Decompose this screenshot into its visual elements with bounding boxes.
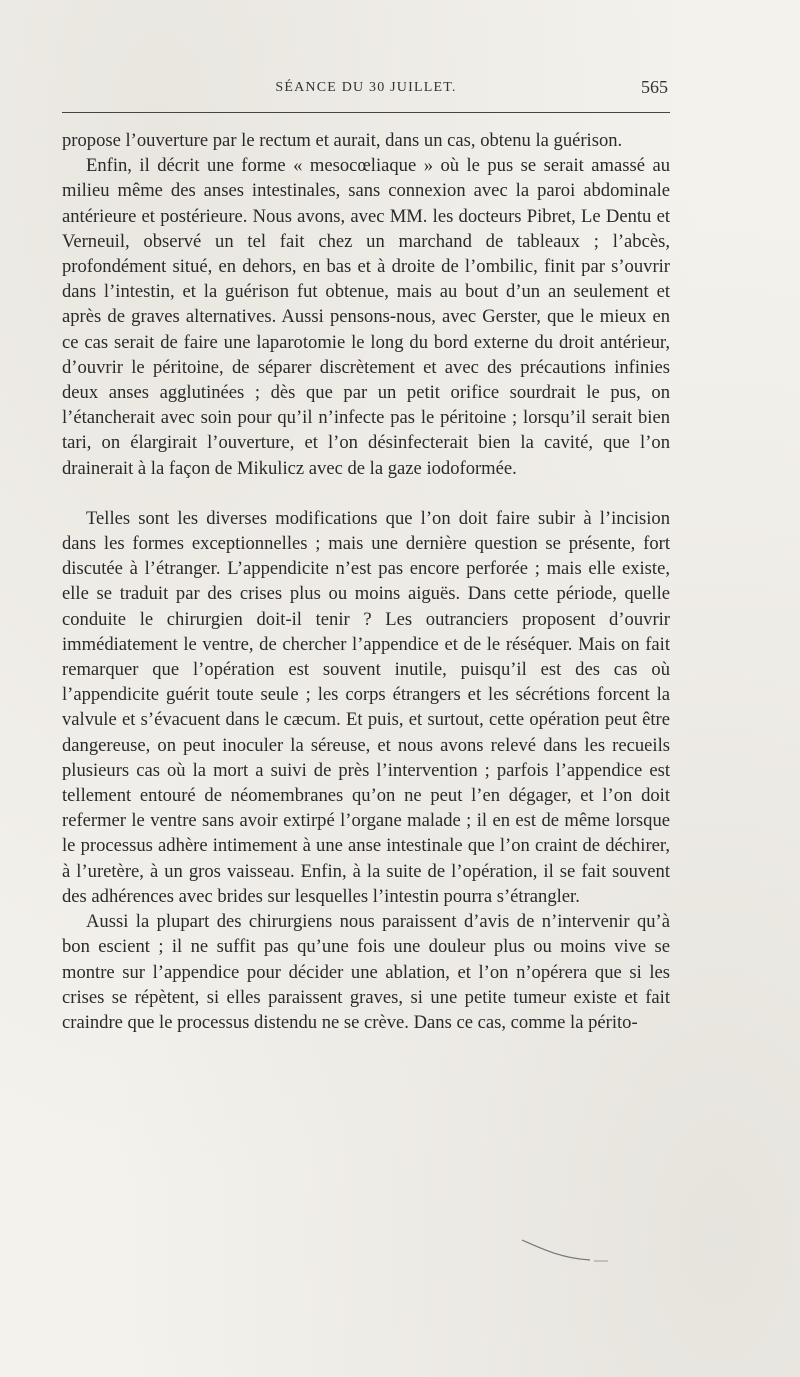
body-text bbox=[62, 128, 670, 1035]
pencil-mark bbox=[520, 1238, 610, 1278]
paragraph-continued: propose l’ouverture par le rectum et aurait, dans un cas, obtenu la guérison. bbox=[62, 130, 623, 151]
paragraph-chirurgiens: Aussi la plupart des chirurgiens nous paraissent d’avis de n’intervenir qu’à bon escient ; il ne suffit pas qu’une fois une douleur plus ou moins vive se montre sur l’appendice pour décider une ablation, et l’on n’opérera que si les crises se répètent, si elles paraissent graves, si une petite tumeur existe et fait craindre que le processus distendu ne se crève. Dans ce cas, comme la périto- bbox=[62, 911, 670, 1033]
page-header bbox=[62, 76, 670, 102]
page-number: 565 bbox=[641, 77, 668, 97]
header-rule bbox=[62, 112, 670, 113]
paragraph-modifications: Telles sont les diverses modifications que l’on doit faire subir à l’incision dans les formes exceptionnelles ; mais une dernière question se présente, fort discutée à l’étranger. L’appendicite n’est pas encore perforée ; mais elle existe, elle se traduit par des crises plus ou moins aiguës. Dans cette période, quelle conduite le chirurgien doit-il tenir ? Les outranciers proposent d’ouvrir immédiatement le ventre, de chercher l’appendice et de le réséquer. Mais on fait remarquer que l’opération est souvent inutile, puisqu’il est des cas où l’appendicite guérit toute seule ; les corps étrangers et les sécrétions forcent la valvule et s’évacuent dans le cæcum. Et puis, et surtout, cette opération peut être dangereuse, on peut inoculer la séreuse, et nous avons relevé dans les recueils plusieurs cas où la mort a suivi de près l’intervention ; parfois l’appendice est tellement entouré de néomembranes qu’on ne peut l’en dégager, et l’on doit refermer le ventre sans avoir extirpé l’organe malade ; il en est de même lorsque le processus adhère intimement à une anse intestinale que l’on craint de déchirer, à l’uretère, à un gros vaisseau. Enfin, à la suite de l’opération, il se fait souvent des adhérences avec brides sur lesquelles l’intestin pourra s’étrangler. bbox=[62, 507, 670, 907]
running-head: SÉANCE DU 30 JUILLET. bbox=[275, 80, 457, 95]
paragraph-mesocoeliaque: Enfin, il décrit une forme « mesocœliaque » où le pus se serait amassé au milieu même des anses intestinales, sans connexion avec la paroi abdominale antérieure et postérieure. Nous avons, avec MM. les docteurs Pibret, Le Dentu et Verneuil, observé un tel fait chez un marchand de tableaux ; l’abcès, profondément situé, en dehors, en bas et à droite de l’ombilic, finit par s’ouvrir dans l’intestin, et la guérison fut obtenue, mais au bout d’un an seulement et après de graves alternatives. Aussi pensons-nous, avec Gerster, que le mieux en ce cas serait de faire une laparotomie le long du bord externe du droit antérieur, d’ouvrir le péritoine, de séparer discrètement et avec des précautions infinies deux anses agglutinées ; dès que par un petit orifice sourdrait le pus, on l’étancherait avec soin pour qu’il n’infecte pas le péritoine ; lorsqu’il serait bien tari, on élargirait l’ouverture, et l’on désinfecterait bien la cavité, que l’on drainerait à la façon de Mikulicz avec de la gaze iodoformée. bbox=[62, 155, 670, 479]
